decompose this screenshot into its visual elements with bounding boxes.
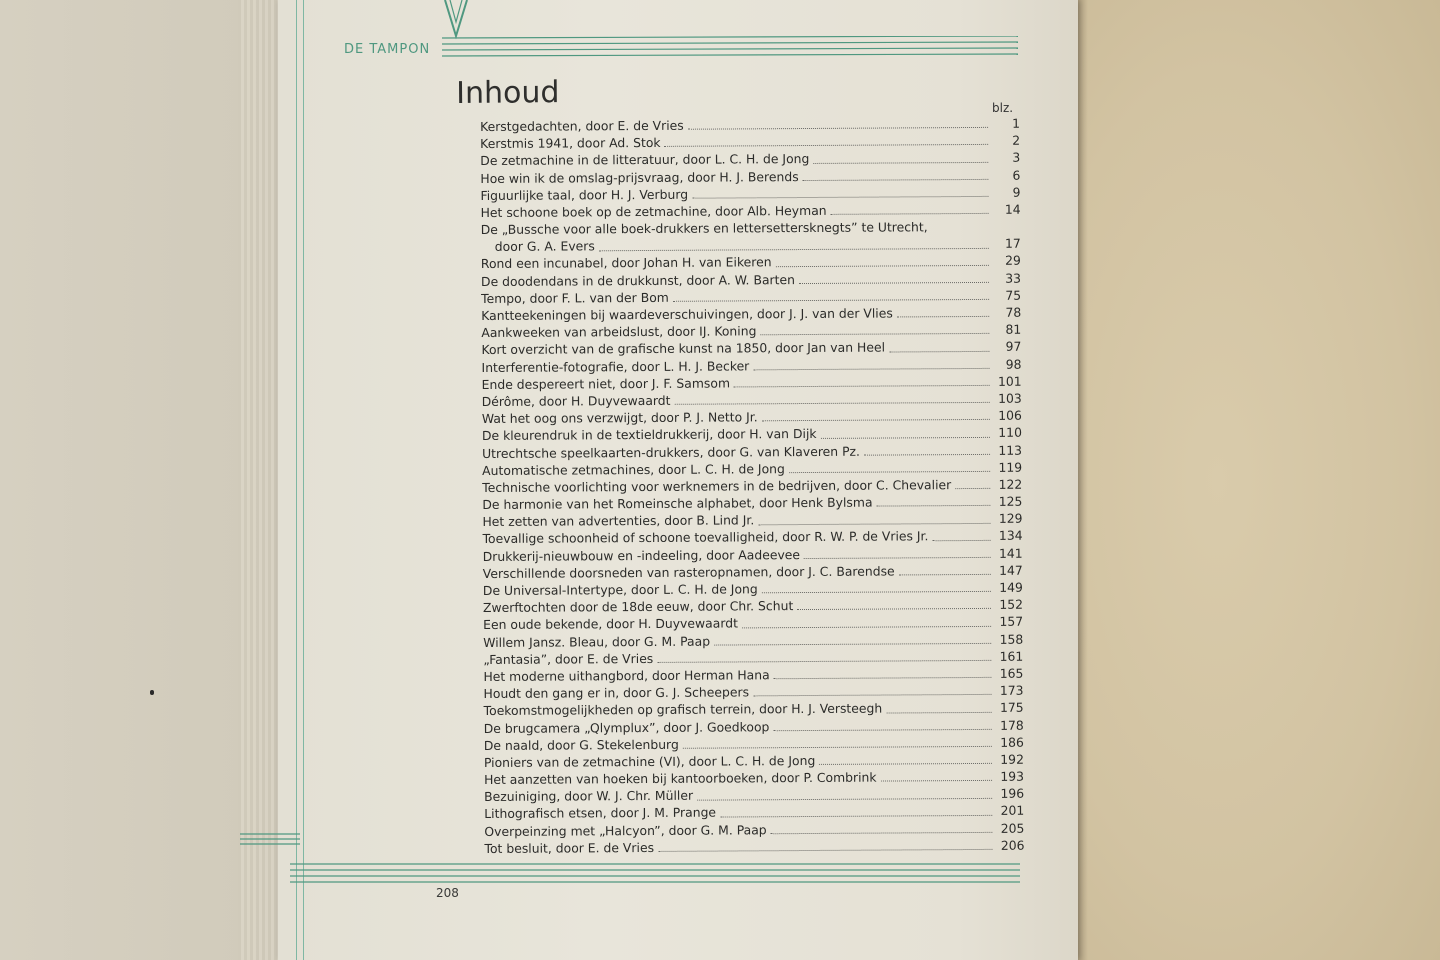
toc-entry-title: Verschillende doorsneden van rasteropnamen, door J. C. Barendse [482,563,895,581]
toc-entry-title: Houdt den gang er in, door G. J. Scheepers [483,684,750,702]
toc-dot-leader [799,281,989,284]
toc-entry-page: 193 [1000,768,1025,784]
toc-entry-title: Overpeinzing met „Halcyon”, door G. M. Paap [484,821,767,839]
toc-entry-title: Kort overzicht van de grafische kunst na 1850, door Jan van Heel [481,339,886,358]
toc-dot-leader [881,779,992,782]
toc-entry-title: Het moderne uithangbord, door Herman Hana [483,667,770,684]
toc-entry-title: Rond een incunabel, door Johan H. van Eikeren [480,254,772,272]
toc-dot-leader [658,848,992,852]
toc-entry-title: Dérôme, door H. Duyvewaardt [481,392,671,409]
toc-dot-leader [758,521,990,524]
toc-dot-leader [697,796,992,800]
toc-entry-page: 147 [999,562,1023,578]
toc-dot-leader [657,659,991,663]
toc-entry-page: 75 [1005,287,1022,303]
toc-entry-page: 101 [997,373,1022,389]
toc-entry [482,476,1022,496]
toc-entry-title: Utrechtsche speelkaarten-drukkers, door G. van Klaveren Pz. [482,443,861,461]
toc-entry-page: 125 [998,493,1023,509]
toc-dot-leader [599,246,989,250]
toc-entry-title: Lithografisch etsen, door J. M. Prange [484,805,717,822]
toc-dot-leader [804,556,991,559]
toc-entry-title: Toevallige schoonheid of schoone toevalligheid, door R. W. P. de Vries Jr. [482,528,929,547]
toc-entry-page: 175 [999,700,1024,716]
toc-entry-page: 110 [998,425,1022,441]
toc-entry-page: 129 [998,510,1023,527]
toc-entry-title: „Fantasia”, door E. de Vries [483,650,654,667]
toc-dot-leader [803,178,989,181]
backing-board [1070,0,1440,960]
header-v-ornament-icon [443,0,469,40]
toc-dot-leader [774,676,992,679]
toc-entry-title: De brugcamera „Qlymplux”, door J. Goedkoop [483,718,770,736]
margin-double-rule [296,0,304,960]
toc-entry-page: 103 [998,390,1022,406]
toc-entry-title: Figuurlijke taal, door H. J. Verburg [480,186,689,203]
page-number: 208 [436,886,459,900]
header-rule-lines [442,36,1018,58]
toc-entry-title: Een oude bekende, door H. Duyvewaardt [483,615,738,633]
toc-entry-title: Drukkerij-nieuwbouw en -indeeling, door Aadeevee [482,546,801,564]
toc-entry-title: Aankweeken van arbeidslust, door IJ. Koning [481,323,757,341]
toc-dot-leader [714,642,991,646]
toc-dot-leader [762,590,991,593]
toc-dot-leader [675,401,990,405]
toc-dot-leader [821,435,990,438]
toc-entry-title: Kerstmis 1941, door Ad. Stok [480,135,661,152]
toc-entry-page: 6 [1012,167,1021,183]
toc-entry-page: 201 [1000,803,1025,819]
footer-rule-lines [290,862,1020,884]
side-rule-lines [240,832,300,846]
toc-dot-leader [819,762,992,765]
toc-entry-page: 134 [998,528,1023,544]
toc-dot-leader [797,607,991,610]
toc-entry-title: Hoe win ik de omslag-prijsvraag, door H. J. Berends [480,168,799,186]
toc-dot-leader [665,143,989,147]
toc-dot-leader [673,298,989,302]
toc-entry-page: 14 [1004,201,1021,217]
toc-dot-leader [753,367,989,370]
toc-entry-page: 206 [1000,837,1025,853]
toc-entry-page: 149 [999,579,1023,595]
toc-dot-leader [773,728,991,731]
toc-entry-title: De „Bussche voor alle boek-drukkers en lettersettersknegts” te Utrecht, [480,219,928,238]
toc-entry-page: 98 [1005,356,1022,372]
toc-entry-title: De zetmachine in de litteratuur, door L. C. H. de Jong [480,151,810,169]
toc-entry-page: 157 [999,614,1024,630]
toc-entry-title: Toekomstmogelijkheden op grafisch terrein, door H. J. Versteegh [483,700,883,719]
toc-entry-page: 119 [998,459,1023,475]
toc-entry-page: 141 [998,545,1023,561]
toc-dot-leader [897,315,989,318]
toc-dot-leader [720,814,992,818]
toc-dot-leader [877,504,991,507]
toc-entry-page: 196 [1000,785,1025,802]
toc-entry-page: 165 [999,665,1024,681]
toc-entry-title: Het schoone boek op de zetmachine, door Alb. Heyman [480,202,827,220]
toc-entry-page: 17 [1004,235,1021,252]
toc-dot-leader [932,539,990,541]
page-column-label: blz. [992,101,1014,115]
toc-entry-page: 33 [1005,270,1022,286]
toc-list [480,115,1025,857]
toc-entry-title: Het zetten van advertenties, door B. Lind Jr. [482,512,755,530]
toc-title: Inhoud [456,75,560,111]
toc-entry-title: De harmonie van het Romeinsche alphabet, door Henk Bylsma [482,494,873,513]
toc-entry-title: De kleurendruk in de textieldrukkerij, door H. van Dijk [481,426,817,444]
toc-entry-title: Willem Jansz. Bleau, door G. M. Paap [483,633,711,650]
toc-entry-page: 106 [998,407,1022,424]
toc-entry-title: Pioniers van de zetmachine (VI), door L. C. H. de Jong [483,752,816,770]
toc-entry-title: Tempo, door F. L. van der Bom [481,289,669,306]
toc-entry-page: 81 [1005,321,1022,338]
toc-dot-leader [771,831,993,834]
toc-dot-leader [692,195,988,199]
toc-entry-page: 78 [1005,304,1022,320]
toc-dot-leader [762,418,990,421]
ink-speck [150,690,154,695]
toc-entry-page: 122 [998,476,1023,492]
toc-entry [484,837,1024,857]
toc-dot-leader [831,212,989,215]
toc-dot-leader [776,264,989,267]
toc-entry-title: Bezuiniging, door W. J. Chr. Müller [484,788,694,805]
toc-dot-leader [789,470,990,473]
toc-dot-leader [955,487,990,489]
toc-entry-title: Ende despereert niet, door J. F. Samsom [481,375,731,392]
toc-entry-page: 205 [1000,820,1025,836]
toc-entry-page: 1 [1012,115,1021,131]
toc-entry-title: Het aanzetten van hoeken bij kantoorboeken, door P. Combrink [483,769,877,788]
toc-dot-leader [760,332,989,335]
toc-dot-leader [742,625,991,629]
toc-entry-title: Wat het oog ons verzwijgt, door P. J. Netto Jr. [481,409,758,427]
toc-entry-page: 3 [1012,150,1021,166]
toc-dot-leader [813,160,988,163]
toc-entry-title: Zwerftochten door de 18de eeuw, door Chr. Schut [482,598,794,616]
toc-entry-title: De doodendans in de drukkunst, door A. W. Barten [480,271,795,289]
toc-dot-leader [899,573,991,576]
toc-dot-leader [864,453,990,456]
toc-entry-page: 192 [1000,751,1024,767]
toc-entry-title: Technische voorlichting voor werknemers in de bedrijven, door C. Chevalier [482,477,952,495]
toc-entry-title: Tot besluit, door E. de Vries [484,839,655,856]
toc-entry-title: Kantteekeningen bij waardeverschuivingen, door J. J. van der Vlies [481,305,893,324]
toc-dot-leader [886,710,991,713]
toc-entry-title: De Universal-Intertype, door L. C. H. de Jong [482,581,758,599]
toc-entry-page: 178 [1000,717,1024,733]
toc-entry-title: Kerstgedachten, door E. de Vries [480,117,684,134]
toc-dot-leader [753,693,991,696]
toc-entry-page: 152 [999,596,1024,613]
toc-entry-page: 158 [999,631,1024,647]
toc-entry-title: Automatische zetmachines, door L. C. H. de Jong [482,460,785,478]
toc-entry-page: 173 [999,682,1024,699]
toc-entry-title: Interferentie-fotografie, door L. H. J. Becker [481,357,750,375]
toc-entry-page: 29 [1005,253,1021,269]
toc-entry-page: 2 [1012,132,1021,148]
toc-entry-page: 97 [1005,339,1022,355]
toc-entry-page: 113 [998,442,1023,458]
toc-dot-leader [734,384,990,388]
toc-entry-page: 161 [999,648,1024,664]
toc-dot-leader [683,745,992,749]
toc-dot-leader [688,126,988,130]
toc-dot-leader [889,350,989,353]
toc-entry-page: 186 [1000,734,1024,750]
toc-entry-title: De naald, door G. Stekelenburg [483,736,679,753]
section-label: DE TAMPON [344,42,431,57]
toc-entry-page: 9 [1012,184,1021,200]
toc-entry-title: door G. A. Evers [494,238,595,255]
